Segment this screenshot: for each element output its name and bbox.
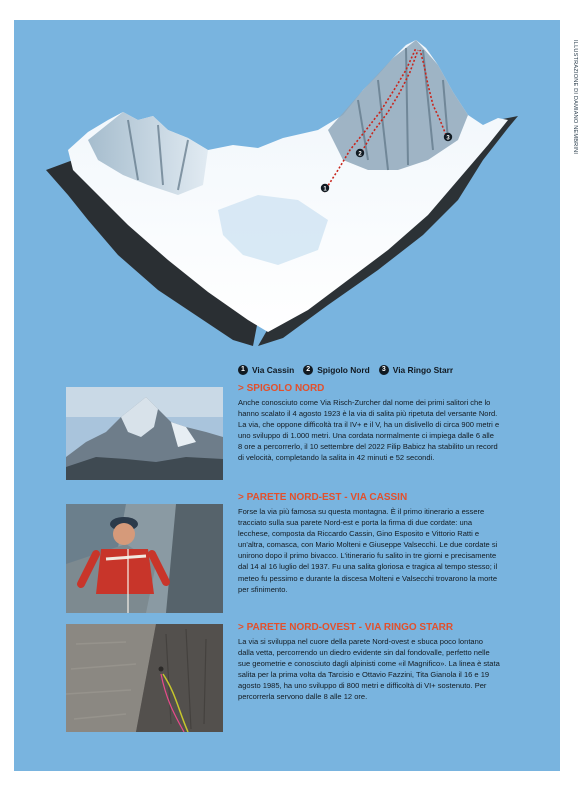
section-title: > PARETE NORD-EST - VIA CASSIN (238, 492, 408, 503)
section-body: Forse la via più famosa su questa montagna. È il primo itinerario a essere tracciato sulla sua parete Nord-est e porta la firma di due cordate: una lecchese, composta da Riccardo Cassin, Gino Esposito e Vittorio Ratti e un'altra, comasca, con Mario Molteni e Giuseppe Valsecchi. Le due cordate si unirono dopo il primo bivacco. L'itinerario fu salito in tre giorni e precisamente dal 14 al 16 luglio del 1937. Fu una salita gloriosa e tragica al tempo stesso; il meteo fu pessimo e durante la discesa Molteni e Valsecchi trovarono la morte per sfinimento. (238, 507, 498, 594)
legend-label: Spigolo Nord (317, 365, 370, 375)
legend-item-cassin (238, 365, 294, 375)
svg-text:2: 2 (358, 151, 362, 158)
section-body: La via si sviluppa nel cuore della parete Nord-ovest e sbuca poco lontano dalla vetta, percorrendo un diedro evidente sin dal fondovalle, perfetto nelle sue geometrie e conosciuto dagli alpinisti come «il Magnifico». La linea è stata salita per la prima volta da Tarcisio e Ottavio Fazzini, Tita Gianola il 16 e 19 agosto 1985, ha uno sviluppo di 800 metri e difficoltà di VI+ sostenuto. Per percorrerla servono dalle 8 alle 12 ore. (238, 637, 500, 702)
legend-item-ringo (379, 365, 453, 375)
section-body: Anche conosciuto come Via Risch-Zurcher dal nome dei primi salitori che lo hanno scalato il 4 agosto 1923 è la via di salita più ripetuta del versante Nord. La via, che oppone difficoltà tra il IV+ e il V, ha un dislivello di circa 900 metri e uno sviluppo di 1.000 metri. Una cordata normalmente ci impiega dalle 6 alle 8 ore a percorrerlo, il 10 settembre del 2022 Filip Babicz ha stabilito un record di velocità, completando la salita in 42 minuti e 52 secondi. (238, 398, 500, 463)
legend-number: 2 (303, 365, 313, 375)
legend-item-spigolo (303, 365, 370, 375)
illustration-credit (568, 40, 580, 160)
legend-label: Via Ringo Starr (392, 365, 454, 375)
section-via-ringo-starr (238, 622, 500, 703)
legend-label: Via Cassin (252, 365, 295, 375)
svg-text:1: 1 (323, 186, 327, 193)
route-legend (238, 363, 558, 377)
svg-text:3: 3 (446, 135, 450, 142)
section-spigolo-nord (238, 383, 500, 464)
section-title: > SPIGOLO NORD (238, 383, 325, 394)
section-title: > PARETE NORD-OVEST - VIA RINGO STARR (238, 622, 454, 633)
legend-number: 1 (238, 365, 248, 375)
photo-rock-wall (66, 624, 223, 732)
credit-text: ILLUSTRAZIONE DI DAMIANO NEMBRINI (572, 40, 578, 155)
section-via-cassin (238, 492, 500, 595)
legend-number: 3 (379, 365, 389, 375)
mountain-illustration (28, 20, 528, 350)
photo-mountain-peak (66, 387, 223, 480)
photo-climber (66, 504, 223, 613)
